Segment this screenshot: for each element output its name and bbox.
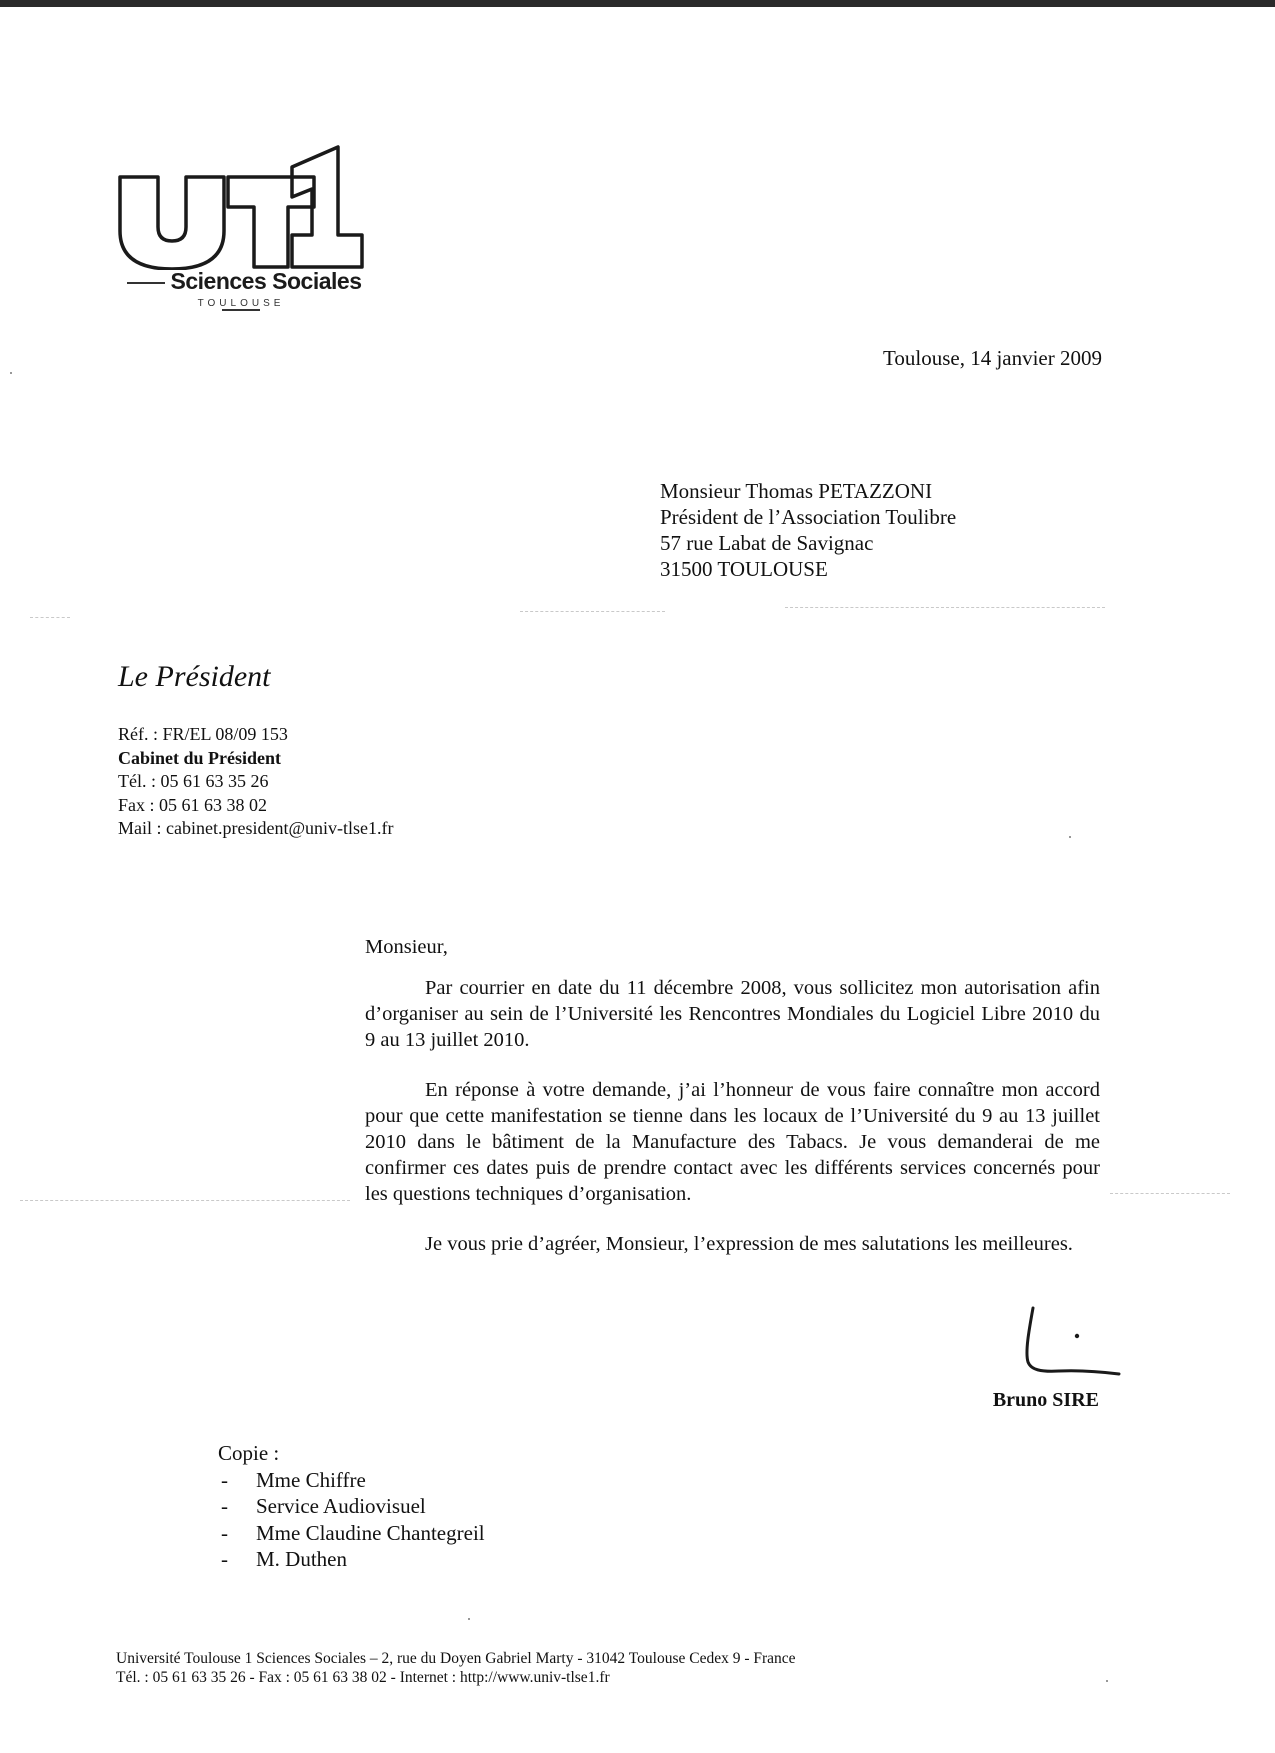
recipient-role: Président de l’Association Toulibre [660, 505, 957, 529]
logo-city: TOULOUSE [197, 298, 285, 309]
scan-speck [468, 1618, 470, 1620]
letterhead-footer [116, 1649, 796, 1687]
copy-recipient: - M. Duthen [218, 1546, 485, 1573]
sender-info [118, 723, 394, 841]
footer-contact: Tél. : 05 61 63 35 26 - Fax : 05 61 63 38 02 - Internet : http://www.univ-tlse1.fr [116, 1669, 610, 1686]
scan-speck [1069, 836, 1071, 838]
fold-mark [785, 607, 1105, 608]
sender-tel: Tél. : 05 61 63 35 26 [118, 771, 269, 791]
university-logo [116, 145, 376, 315]
handwritten-signature [1015, 1300, 1125, 1382]
copies-list [218, 1440, 485, 1573]
letter-date: Toulouse, 14 janvier 2009 [883, 346, 1102, 370]
sender-mail: Mail : cabinet.president@univ-tlse1.fr [118, 818, 394, 838]
logo-subtitle: Sciences Sociales [116, 268, 366, 322]
greeting: Monsieur, [365, 936, 448, 958]
fold-mark [20, 1200, 350, 1201]
signatory-name: Bruno SIRE [992, 1389, 1099, 1411]
scan-top-edge [0, 0, 1275, 7]
recipient-street: 57 rue Labat de Savignac [660, 531, 874, 555]
copy-recipient: - Mme Chiffre [218, 1467, 485, 1494]
copies-label: Copie : [218, 1441, 280, 1465]
scan-speck [10, 372, 12, 374]
fold-mark [1110, 1193, 1230, 1194]
fold-mark [30, 617, 70, 618]
paragraph: Par courrier en date du 11 décembre 2008, vous sollicitez mon autorisation afin d’organiser au sein de l’Université les Rencontres Mondiales du Logiciel Libre 2010 du 9 au 13 juillet 2010. [365, 977, 1100, 1051]
paragraph: En réponse à votre demande, j’ai l’honneur de vous faire connaître mon accord pour que cette manifestation se tienne dans les locaux de l’Université du 9 au 13 juillet 2010 dans le bâtiment de la Manufacture des Tabacs. Je vous demanderai de me confirmer ces dates puis de prendre contact avec les différents services concernés pour les questions techniques d’organisation. [365, 1079, 1100, 1205]
recipient-name: Monsieur Thomas PETAZZONI [660, 479, 933, 503]
recipient-address [660, 478, 956, 582]
reference: Réf. : FR/EL 08/09 153 [118, 724, 288, 744]
paragraph: Je vous prie d’agréer, Monsieur, l’expression de mes salutations les meilleures. [425, 1233, 1073, 1255]
sender-fax: Fax : 05 61 63 38 02 [118, 794, 268, 815]
copy-recipient: - Service Audiovisuel [218, 1493, 485, 1520]
fold-mark [520, 611, 665, 612]
recipient-city: 31500 TOULOUSE [660, 557, 828, 581]
letter-body [365, 934, 1100, 1281]
scan-speck [1106, 1680, 1108, 1682]
sender-title: Le Président [118, 660, 271, 693]
copy-recipient: - Mme Claudine Chantegreil [218, 1520, 485, 1547]
ut1-logo-mark [116, 145, 376, 270]
sender-office: Cabinet du Président [118, 747, 282, 768]
footer-address: Université Toulouse 1 Sciences Sociales – 2, rue du Doyen Gabriel Marty - 31042 Toulouse Cedex 9 - France [116, 1650, 796, 1667]
